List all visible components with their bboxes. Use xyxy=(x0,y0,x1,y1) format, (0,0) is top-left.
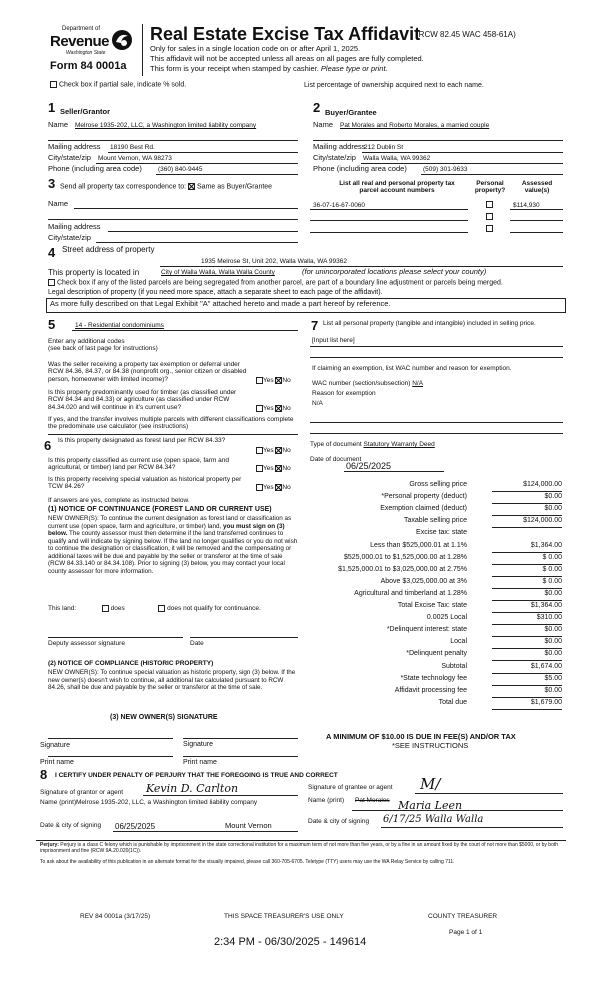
sec7-number: 7 xyxy=(311,318,319,333)
this-land-label: This land: xyxy=(48,605,77,613)
seller-heading: Seller/Grantor xyxy=(60,107,111,116)
calc-label: Local xyxy=(450,638,467,646)
doc-type-label: Type of document xyxy=(310,441,362,448)
calc-row xyxy=(312,699,562,710)
located-note: (for unincorporated locations please select your county) xyxy=(302,267,487,276)
deputy-date-label: Date xyxy=(190,640,204,647)
grantee-name-struck: Pat Morales xyxy=(355,797,390,804)
sec6-q2-answer xyxy=(256,465,291,473)
does-not-checkbox[interactable] xyxy=(158,605,165,612)
if-yes-note: If answers are yes, complete as instructed below. xyxy=(48,497,190,504)
logo-dept: Department of xyxy=(62,26,101,32)
calc-label: Gross selling price xyxy=(409,481,467,488)
county-treasurer-label: COUNTY TREASURER xyxy=(428,913,498,920)
no-label: No xyxy=(282,405,291,413)
sec8-number: 8 xyxy=(40,767,48,782)
calc-label: Above $3,025,000.00 at 3% xyxy=(380,577,467,585)
this-land-row xyxy=(48,605,298,613)
sec5-q3: If yes, and the transfer involves multiple parcels with different classifications complete the predominate use calculator (see instructions) xyxy=(48,416,294,431)
sec6-q2-yes-checkbox[interactable] xyxy=(256,465,263,472)
calc-label: *Delinquent interest: state xyxy=(386,626,467,634)
seller-mail: 18190 Best Rd. xyxy=(110,144,155,151)
sec6-q1-answer xyxy=(256,447,291,455)
sec6-q3-answer xyxy=(256,484,291,492)
calc-label: *Delinquent penalty xyxy=(406,650,467,658)
calc-value: $5.00 xyxy=(492,675,562,686)
deputy-sig-rule xyxy=(48,637,183,638)
wac-row xyxy=(312,380,423,387)
additional-codes-note: (see back of last page for instructions) xyxy=(48,345,158,353)
header-divider xyxy=(142,24,143,76)
segregation-row xyxy=(48,279,568,287)
sec6-q3-yes-checkbox[interactable] xyxy=(256,484,263,491)
sec3-mail-label: Mailing address xyxy=(48,222,101,231)
buyer-city-label: City/state/zip xyxy=(313,153,356,162)
calc-value: $0.00 xyxy=(492,505,562,516)
parcel-number-1: 36-07-16-67-0060 xyxy=(313,202,366,209)
revenue-swirl-icon xyxy=(110,28,134,52)
calc-label: *Personal property (deduct) xyxy=(381,493,467,501)
parcel-row1-personal xyxy=(486,201,493,209)
sec5-q2: Is this property predominantly used for timber (as classified under RCW 84.34 and 84.33) or agriculture (as classified under RCW 84.34.020 and will continue in it's current use? xyxy=(48,389,237,411)
located-in: City of Walla Walla, Walla Walla County xyxy=(161,269,275,276)
calc-label: *State technology fee xyxy=(400,674,467,682)
deputy-date-rule xyxy=(190,637,298,638)
sec3-row xyxy=(60,183,272,191)
notice-continuance-text xyxy=(48,515,298,575)
seller-city-label: City/state/zip xyxy=(48,153,91,162)
yes-label: Yes xyxy=(263,465,274,473)
minimum-due: A MINIMUM OF $10.00 IS DUE IN FEE(S) AND/OR TAX xyxy=(326,732,516,741)
calc-row xyxy=(312,626,562,637)
notice-text-bold: you must sign on (3) below. xyxy=(48,522,285,538)
sec5-q1-no-checkbox[interactable] xyxy=(275,377,282,384)
calc-value: $1,364.00 xyxy=(492,542,562,553)
form-title: Real Estate Excise Tax Affidavit xyxy=(150,24,421,44)
no-label: No xyxy=(282,377,291,385)
parcel-rule-2 xyxy=(310,220,468,221)
doc-type-row xyxy=(310,441,435,448)
header-line3 xyxy=(150,65,388,74)
logo-state: Washington State xyxy=(66,50,106,56)
calc-label: Excise tax: state xyxy=(416,529,467,537)
sec3-number: 3 xyxy=(48,176,56,191)
sec3-name-label: Name xyxy=(48,199,69,208)
calc-row xyxy=(312,650,562,661)
sec7-rule-1 xyxy=(310,346,563,347)
calc-value: $124,000.00 xyxy=(492,481,562,492)
seller-phone: (360) 840-9445 xyxy=(158,166,203,173)
sec6-q3-no-checkbox[interactable] xyxy=(275,484,282,491)
reason-label: Reason for exemption xyxy=(312,390,376,397)
notice-continuance-title: (1) NOTICE OF CONTINUANCE (FOREST LAND OR CURRENT USE) xyxy=(48,506,272,513)
buyer-phone-rule xyxy=(421,174,563,175)
seller-phone-label: Phone (including area code) xyxy=(48,164,142,173)
street-address: 1935 Melrose St, Unit 202, Walla Walla, WA 99362 xyxy=(201,258,347,265)
calc-row xyxy=(312,614,562,625)
owner-print-rule-1 xyxy=(48,756,173,757)
perjury-text: Perjury is a class C felony which is punishable by imprisonment in the state correctional institution for a maximum term of not more than five years, or by a fine in an amount fixed by the court of not more than $5000, or by both imprisonment and fine (RCW 9A.20.020(1C)). xyxy=(40,842,559,854)
seller-mail-label: Mailing address xyxy=(48,142,101,151)
sec5-q2-no-checkbox[interactable] xyxy=(275,405,282,412)
header-line2: This affidavit will not be accepted unless all areas on all pages are fully completed. xyxy=(150,54,424,63)
buyer-heading: Buyer/Grantee xyxy=(325,108,377,117)
deputy-signature-label: Deputy assessor signature xyxy=(48,640,125,647)
treasurer-use-label: THIS SPACE TREASURER'S USE ONLY xyxy=(224,913,344,920)
calc-value: $124,000.00 xyxy=(492,517,562,528)
grantor-signature-label: Signature of grantor or agent xyxy=(40,789,124,796)
sec5-q1-answer xyxy=(256,377,291,385)
calc-label: Total Excise Tax: state xyxy=(397,602,467,609)
wac-label: WAC number (section/subsection) xyxy=(312,380,411,387)
seller-mail-rule xyxy=(108,152,298,153)
no-label: No xyxy=(282,465,291,473)
accessibility-note: To ask about the availability of this publication in an alternate format for the visually impaired, please call 360-705-6705. Teletype (TTY) users may use the WA Relay Service by calling 711. xyxy=(40,859,455,865)
buyer-mail: 212 Dublin St xyxy=(364,144,404,151)
notice-compliance-title: (2) NOTICE OF COMPLIANCE (HISTORIC PROPERTY) xyxy=(48,660,214,667)
sec5-rule xyxy=(48,434,298,435)
assessed-rule-2 xyxy=(510,220,563,221)
sec6-q3: Is this property receiving special valuation as historical property per TCW 84.26? xyxy=(48,476,242,491)
grantee-name-label: Name (print) xyxy=(308,797,345,804)
buyer-mail-rule xyxy=(362,152,563,153)
yes-label: Yes xyxy=(263,377,274,385)
seller-name-label: Name xyxy=(48,120,69,129)
calc-label: $525,000.01 to $1,525,000.00 at 1.28% xyxy=(344,553,467,561)
calc-row xyxy=(312,566,562,577)
street-label: Street address of property xyxy=(62,245,155,254)
sec6-q1-no-checkbox[interactable] xyxy=(275,447,282,454)
calc-row xyxy=(312,663,562,674)
parcel-header-1: List all real and personal property tax xyxy=(339,180,455,187)
personal-property-checkbox-3[interactable] xyxy=(486,225,493,232)
owner-signature-label-2: Signature xyxy=(183,741,213,748)
calc-label: Less than $525,000.01 at 1.1% xyxy=(370,541,467,549)
personal-property-input[interactable]: [Input list here] xyxy=(312,337,355,344)
calc-value xyxy=(492,529,562,539)
doc-type-value: Statutory Warranty Deed xyxy=(363,441,435,448)
doc-date-label: Date of document xyxy=(310,456,362,463)
no-label: No xyxy=(282,447,291,455)
additional-codes xyxy=(48,338,158,353)
calc-row xyxy=(312,542,562,553)
calc-value: $0.00 xyxy=(492,493,562,504)
buyer-phone: (509) 301-9633 xyxy=(423,166,468,173)
does-not-label: does not qualify for continuance. xyxy=(167,605,261,613)
seller-city: Mount Vernon, WA 98273 xyxy=(98,155,172,162)
sec6-q1-yes-checkbox[interactable] xyxy=(256,447,263,454)
parcel-row2-personal xyxy=(486,213,493,221)
calc-row xyxy=(312,529,562,540)
sec6-number: 6 xyxy=(44,438,52,453)
calc-label: Affidavit processing fee xyxy=(394,686,467,694)
personal-property-checkbox-1[interactable] xyxy=(486,201,493,208)
buyer-number: 2 xyxy=(313,100,321,115)
grantee-signature: M/ xyxy=(420,775,441,793)
calc-row xyxy=(312,602,562,613)
sec5-number: 5 xyxy=(48,317,56,332)
yes-label: Yes xyxy=(263,405,274,413)
sec3-blank-rule xyxy=(48,219,298,220)
buyer-mail-label: Mailing address xyxy=(313,142,366,151)
assessed-value-1: $114,930 xyxy=(513,202,540,209)
personal-property-text: List all personal property (tangible and intangible) included in selling price. xyxy=(323,320,536,327)
calc-row xyxy=(312,687,562,698)
grantor-sig-rule xyxy=(143,795,298,796)
dor-logo xyxy=(44,26,140,74)
no-label: No xyxy=(282,484,291,492)
notice-compliance-text: NEW OWNER(S): To continue special valuation as historic property, sign (3) below. If the new owner(s) doesn't wish to continue, all additional tax calculated pursuant to RCW 84.26, shall be due and payable by the seller or transferor at the time of sale. xyxy=(48,669,296,692)
calc-value: $0.00 xyxy=(492,650,562,661)
segregation-text: Check box if any of the listed parcels are being segregated from another parcel, are part of a boundary line adjustment or parcels being merged. xyxy=(56,279,503,287)
sec4-number: 4 xyxy=(48,245,56,260)
logo-revenue: Revenue xyxy=(50,33,110,50)
grantee-name-rule xyxy=(352,810,563,811)
buyer-rule xyxy=(313,140,563,141)
partial-sale-label: Check box if partial sale, indicate % sold. xyxy=(58,81,187,89)
assessed-value-header: Assessed value(s) xyxy=(521,180,553,195)
personal-property-header: Personal property? xyxy=(474,180,506,195)
calc-row xyxy=(312,505,562,516)
grantee-name: Maria Leen xyxy=(398,799,463,812)
cashier-stamp: 2:34 PM - 06/30/2025 - 149614 xyxy=(214,936,367,948)
calc-value: $ 0.00 xyxy=(492,578,562,589)
calc-row xyxy=(312,481,562,492)
owner-print-rule-2 xyxy=(183,756,298,757)
header-line3-text: This form is your receipt when stamped by cashier. xyxy=(150,64,319,73)
land-use-code: 14 - Residential condominiums xyxy=(75,322,164,329)
same-as-buyer-label: Same as Buyer/Grantee xyxy=(196,183,273,191)
certify-statement: I CERTIFY UNDER PENALTY OF PERJURY THAT THE FOREGOING IS TRUE AND CORRECT xyxy=(55,772,338,779)
new-owner-signature-title: (3) NEW OWNER(S) SIGNATURE xyxy=(110,714,218,721)
buyer-name: Pat Morales and Roberto Morales, a married couple xyxy=(340,122,490,129)
calc-value: $0.00 xyxy=(492,638,562,649)
form-number: Form 84 0001a xyxy=(50,60,127,72)
sec5-q2-yes-checkbox[interactable] xyxy=(256,405,263,412)
calc-row xyxy=(312,675,562,686)
calc-value: $310.00 xyxy=(492,614,562,625)
seller-phone-rule xyxy=(156,174,298,175)
buyer-city: Walla Walla, WA 99362 xyxy=(363,155,431,162)
calc-label: Taxable selling price xyxy=(403,517,467,525)
calc-row xyxy=(312,517,562,528)
assessed-rule-3 xyxy=(510,232,563,233)
calc-value: $1,674.00 xyxy=(492,663,562,674)
revision-code: REV 84 0001a (3/17/25) xyxy=(80,913,151,920)
owner-print-label-2: Print name xyxy=(183,759,217,766)
sec6-q2: Is this property classified as current use (open space, farm and agricultural, or timber) land per RCW 84.34? xyxy=(48,457,230,472)
calc-label: Agricultural and timberland at 1.28% xyxy=(354,589,467,597)
owner-print-label-1: Print name xyxy=(40,759,74,766)
located-label: This property is located in xyxy=(48,268,140,277)
grantor-date-rule xyxy=(113,831,298,832)
footer-rule xyxy=(36,840,566,841)
calc-label: Exemption claimed (deduct) xyxy=(380,505,467,513)
perjury-notice xyxy=(40,843,565,855)
segregation-checkbox[interactable] xyxy=(48,279,55,286)
calc-label: Subtotal xyxy=(441,662,467,670)
partial-sale-checkbox[interactable] xyxy=(50,81,57,88)
calc-label: 0.0025 Local xyxy=(426,614,467,622)
calc-row xyxy=(312,638,562,649)
header-line1: Only for sales in a single location code on or after April 1, 2025. xyxy=(150,44,361,53)
sec5-q1-yes-checkbox[interactable] xyxy=(256,377,263,384)
seller-rule xyxy=(48,140,298,141)
reason-value: N/A xyxy=(312,400,323,407)
doc-date-value: 06/25/2025 xyxy=(346,461,392,471)
rcw-reference: (RCW 82.45 WAC 458-61A) xyxy=(416,30,516,39)
does-checkbox[interactable] xyxy=(102,605,109,612)
ownership-note: List percentage of ownership acquired next to each name. xyxy=(304,82,484,89)
grantee-date-label: Date & city of signing xyxy=(308,818,370,825)
does-label: does xyxy=(110,605,125,613)
page-number: Page 1 of 1 xyxy=(449,929,483,936)
grantor-date: 06/25/2025 xyxy=(115,822,156,831)
wac-value: N/A xyxy=(412,380,424,387)
calc-value: $ 0.00 xyxy=(492,554,562,565)
sec3-mail-rule xyxy=(108,231,298,232)
calc-value: $0.00 xyxy=(492,626,562,637)
sec7-rule-4 xyxy=(310,433,563,434)
parcel-rule-1 xyxy=(310,209,468,210)
calc-value: $1,364.00 xyxy=(492,602,562,613)
calc-value: $0.00 xyxy=(492,687,562,698)
owner-sig-rule-2 xyxy=(183,738,298,739)
parcel-row3-personal xyxy=(486,225,493,233)
grantee-date-rule xyxy=(381,827,563,828)
buyer-name-label: Name xyxy=(313,120,334,129)
seller-number: 1 xyxy=(48,100,56,115)
sec5-q1: Was the seller receiving a property tax exemption or deferral under RCW 84.36, 84.37, or 84.38 (nonprofit org., senior citizen or disabled person, homeowner with limited income)? xyxy=(48,361,247,383)
grantor-city: Mount Vernon xyxy=(225,821,272,830)
header-line3-italic: Please type or print. xyxy=(320,64,388,73)
grantee-sig-rule xyxy=(415,793,563,794)
parcel-header-2: parcel account numbers xyxy=(359,187,435,195)
grantor-name-label: Name (print) xyxy=(40,799,77,806)
notice-text-a: NEW OWNER(S): To continue the current designation as forest land or classification as current use (open space, farm and agriculture, or timber) land, xyxy=(48,515,292,530)
sec3-name-rule xyxy=(74,208,298,209)
doc-date-rule xyxy=(344,471,444,472)
grantee-date: 6/17/25 Walla Walla xyxy=(383,814,484,825)
same-as-buyer-checkbox[interactable] xyxy=(188,183,195,190)
sec5-q2-answer xyxy=(256,405,291,413)
sec3-city-rule xyxy=(96,242,298,243)
land-use-rule xyxy=(72,330,298,331)
grantor-date-label: Date & city of signing xyxy=(40,822,102,829)
calc-row xyxy=(312,578,562,589)
perjury-label: Perjury: xyxy=(40,842,59,848)
calc-label: Total due xyxy=(438,698,467,706)
calc-value: $ 0.00 xyxy=(492,566,562,577)
exemption-instruction: If claiming an exemption, list WAC number and reason for exemption. xyxy=(312,365,512,372)
sec3-city-label: City/state/zip xyxy=(48,233,91,242)
calc-value: $0.00 xyxy=(492,590,562,601)
legal-desc-label: Legal description of property (if you need more space, attach a separate sheet to each page of the affidavit). xyxy=(48,289,383,296)
calc-row xyxy=(312,554,562,565)
sec7-rule-3 xyxy=(310,422,563,423)
assessed-rule-1 xyxy=(510,209,563,210)
yes-label: Yes xyxy=(263,484,274,492)
grantor-signature: Kevin D. Carlton xyxy=(146,782,239,795)
owner-sig-rule-1 xyxy=(48,738,173,739)
sec6-q1: Is this property designated as forest land per RCW 84.33? xyxy=(58,437,226,444)
yes-label: Yes xyxy=(263,447,274,455)
additional-codes-label: Enter any additional codes xyxy=(48,338,125,345)
legal-description: As more fully described on that Legal Exhibit "A" attached hereto and made a part hereof by reference. xyxy=(46,298,566,313)
sec7-rule-2 xyxy=(310,357,563,358)
personal-property-checkbox-2[interactable] xyxy=(486,213,493,220)
partial-sale-row xyxy=(50,81,186,89)
see-instructions: *SEE INSTRUCTIONS xyxy=(392,741,469,750)
calc-label: $1,525,000.01 to $3,025,000.00 at 2.75% xyxy=(338,565,467,573)
calc-row xyxy=(312,590,562,601)
calc-row xyxy=(312,493,562,504)
parcel-rule-3 xyxy=(310,232,468,233)
sec3-text: Send all property tax correspondence to: xyxy=(60,183,187,191)
calc-value: $1,679.00 xyxy=(492,699,562,710)
parcel-header xyxy=(327,180,467,195)
owner-signature-label-1: Signature xyxy=(40,742,70,749)
buyer-phone-label: Phone (including area code) xyxy=(313,164,407,173)
sec6-q2-no-checkbox[interactable] xyxy=(275,465,282,472)
seller-name: Melrose 1935-202, LLC, a Washington limited liability company xyxy=(75,122,257,129)
grantee-signature-label: Signature of grantee or agent xyxy=(308,784,393,791)
grantor-name: Melrose 1935-202, LLC, a Washington limited liability company xyxy=(76,799,258,806)
notice-text-b: The county assessor must then determine if the land transferred continues to qualify and will indicate by signing below. If the land no longer qualifies or you do not wish to continue the designation or classification, it will be removed and the compensating or additional taxes will be due and payable by the seller or transferor at the time of sale (RCW 84.33.140 or 84.34.108). Prior to signing (3) below, you may contact your local county assessor for more information. xyxy=(48,530,298,575)
